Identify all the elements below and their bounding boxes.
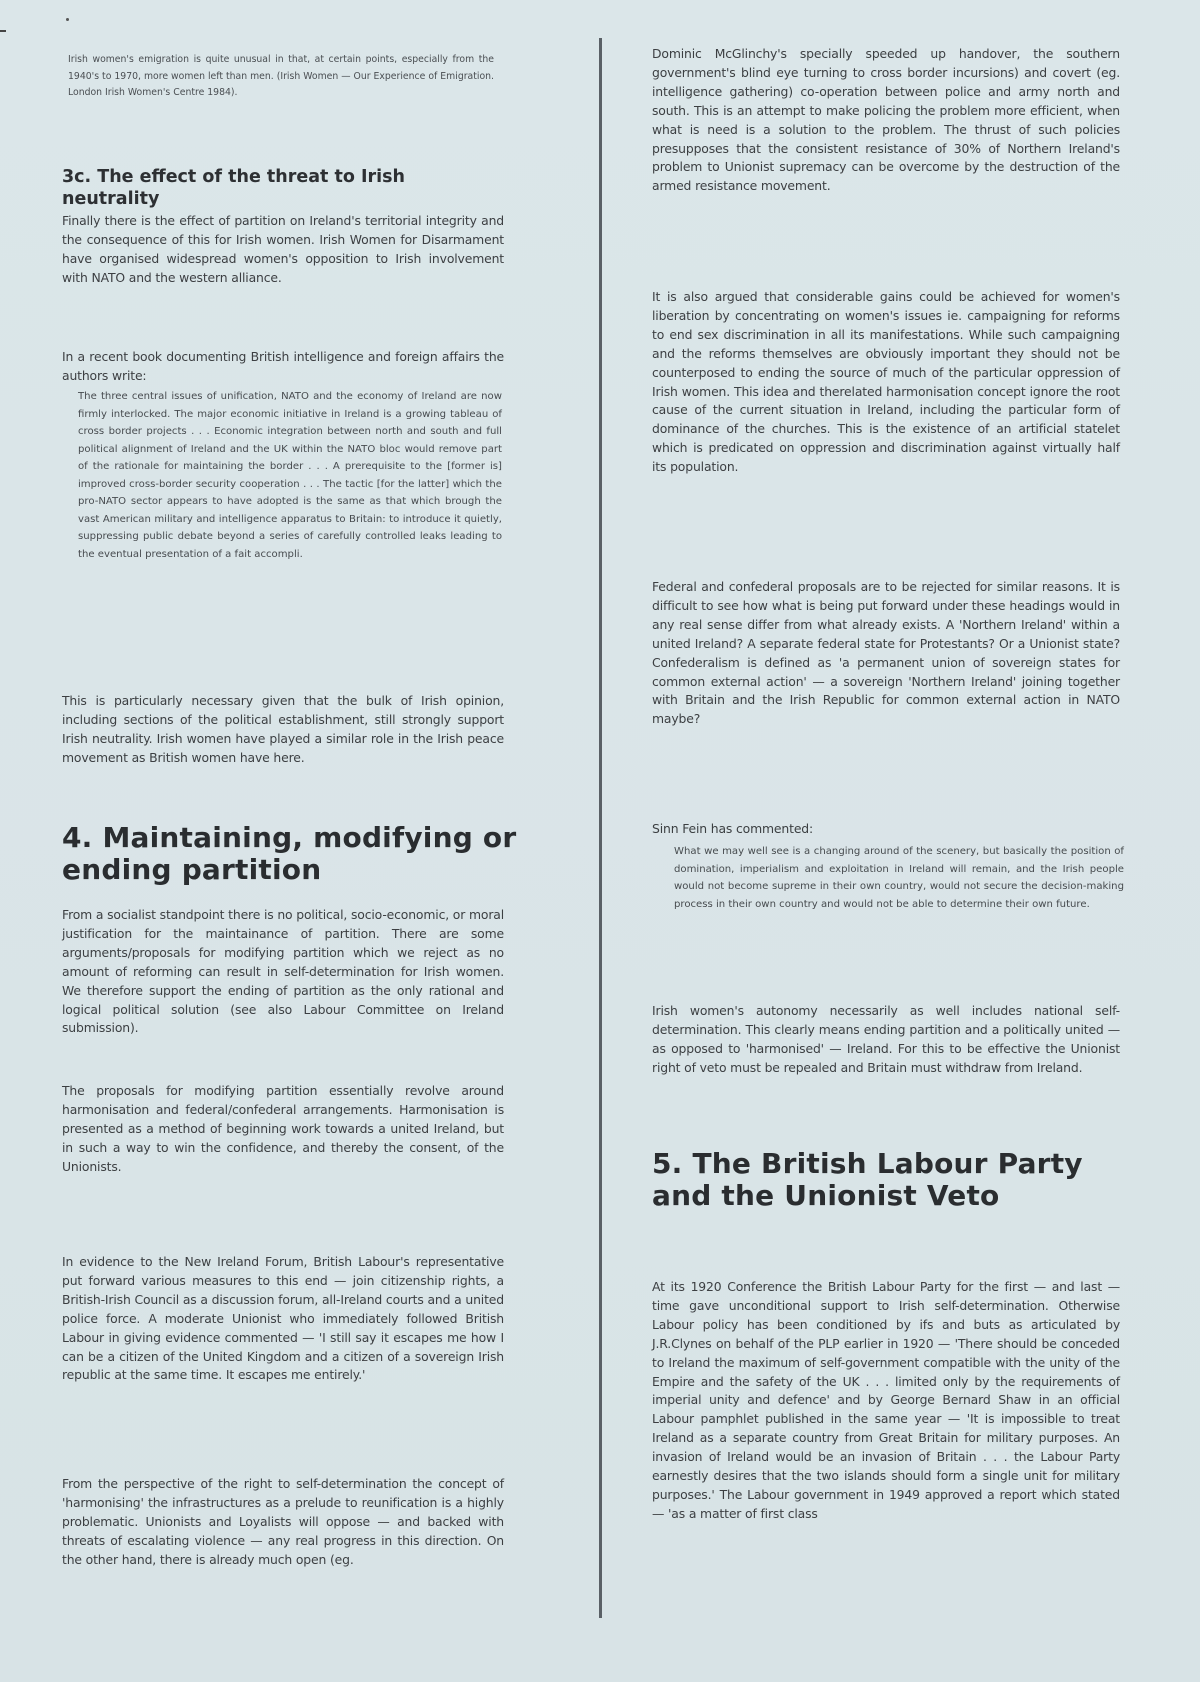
section-3c-paragraph-1: Finally there is the effect of partition on Ireland's territorial integrity and the consequence of this for Irish women. Irish Women for Disarmament have organised widespread women's opposition to Irish involvement with NATO and the western alliance. [62, 213, 504, 285]
section-5-paragraph-1: At its 1920 Conference the British Labour Party for the first — and last — time gave unconditional support to Irish self-determination. Otherwise Labour policy has been conditioned by ifs and buts as articulated by J.R.Clynes on behalf of the PLP earlier in 1920 — 'There should be conceded to Ireland the maximum of self-government compatible with the unity of the Empire and the safety of the UK . . . limited only by the requirements of imperial unity and defence' and by George Bernard Shaw in an official Labour pamphlet published in the same year — 'It is impossible to treat Ireland as a separate country from Great Britain for military purposes. An invasion of Ireland would be an invasion of Britain . . . the Labour Party earnestly desires that the two islands should form a single unit for military purposes.' The Labour government in 1949 approved a report which stated — 'as a matter of first class [652, 1279, 1120, 1521]
section-4-paragraph-2: The proposals for modifying partition essentially revolve around harmonisation and federal/confederal arrangements. Harmonisation is presented as a method of beginning work towards a united Ireland, but in such a way to win the confidence, and thereby the consent, of the Unionists. [62, 1083, 504, 1174]
right-paragraph-3: Federal and confederal proposals are to be rejected for similar reasons. It is difficult to see how what is being put forward under these headings would in any real sense differ from what already exists. A 'Northern Ireland' within a united Ireland? A separate federal state for Protestants? Or a Unionist state? Confederalism is defined as 'a permanent union of sovereign states for common external action' — a sovereign 'Northern Ireland' joining together with Britain and the Irish Republic for common external action in NATO maybe? [652, 579, 1120, 727]
right-paragraph-2: It is also argued that considerable gains could be achieved for women's liberation by concentrating on women's issues ie. campaigning for reforms to end sex discrimination in all its manifestations. While such campaigning and the reforms themselves are obviously important they should not be counterposed to ending the source of much of the particular oppression of Irish women. This idea and therelated harmonisation concept ignore the root cause of the current situation in Ireland, including the particular form of dominance of the churches. This is the existence of an artificial statelet which is predicated on oppression and discrimination against virtually half its population. [652, 289, 1120, 475]
section-5-heading: 5. The British Labour Party and the Unionist Veto [652, 1147, 1083, 1212]
block-quote-sinn-fein: What we may well see is a changing around of the scenery, but basically the position of domination, imperialism and exploitation in Ireland will remain, and the Irish people would not become supreme in their own country, would not secure the decision-making process in their own country and would not be able to determine their own future. [674, 846, 1124, 910]
section-4-heading: 4. Maintaining, modifying or ending partition [62, 821, 517, 886]
right-paragraph-5: Irish women's autonomy necessarily as well includes national self-determination. This clearly means ending partition and a politically united — as opposed to 'harmonised' — Ireland. For this to be effective the Unionist right of veto must be repealed and Britain must withdraw from Ireland. [652, 1003, 1120, 1075]
right-paragraph-4: Sinn Fein has commented: [652, 821, 814, 836]
page-speck [66, 18, 69, 21]
section-3c-paragraph-2: In a recent book documenting British intelligence and foreign affairs the authors write: [62, 349, 504, 383]
footnote: Irish women's emigration is quite unusual in that, at certain points, especially from the 1940's to 1970, more women left than men. (Irish Women — Our Experience of Emigration. London Irish Women's Centre 1984). [68, 54, 494, 99]
right-paragraph-1: Dominic McGlinchy's specially speeded up handover, the southern government's blind eye turning to cross border incursions) and covert (eg. intelligence gathering) co-operation between police and army north and south. This is an attempt to make policing the problem more efficient, when what is need is a solution to the problem. The thrust of such policies presupposes that the consistent resistance of 30% of Northern Ireland's problem to Unionist supremacy can be overcome by the destruction of the armed resistance movement. [652, 46, 1120, 194]
section-4-paragraph-3: In evidence to the New Ireland Forum, British Labour's representative put forward various measures to this end — join citizenship rights, a British-Irish Council as a discussion forum, all-Ireland courts and a united police force. A moderate Unionist who immediately followed British Labour in giving evidence commented — 'I still say it escapes me how I can be a citizen of the United Kingdom and a citizen of a sovereign Irish republic at the same time. It escapes me entirely.' [62, 1254, 504, 1383]
section-4-paragraph-1: From a socialist standpoint there is no political, socio-economic, or moral justification for the maintainance of partition. There are some arguments/proposals for modifying partition which we reject as no amount of reforming can result in self-determination for Irish women. We therefore support the ending of partition as the only rational and logical political solution (see also Labour Committee on Ireland submission). [62, 907, 505, 1036]
section-3c-heading: 3c. The effect of the threat to Irish neutrality [62, 167, 405, 209]
section-4-paragraph-4: From the perspective of the right to self-determination the concept of 'harmonising' the infrastructures as a prelude to reunification is a highly problematic. Unionists and Loyalists will oppose — and backed with threats of escalating violence — any real progress in this direction. On the other hand, there is already much open (eg. [62, 1476, 504, 1567]
column-divider [599, 38, 602, 1618]
section-3c-paragraph-3: This is particularly necessary given that the bulk of Irish opinion, including sections of the political establishment, still strongly support Irish neutrality. Irish women have played a similar role in the Irish peace movement as British women have here. [62, 693, 504, 765]
edge-mark [0, 30, 6, 32]
block-quote-intelligence: The three central issues of unification, NATO and the economy of Ireland are now firmly interlocked. The major economic initiative in Ireland is a growing tableau of cross border projects . . . Economic integration between north and south and full political alignment of Ireland and the UK within the NATO bloc would remove part of the rationale for maintaining the border . . . A prerequisite to the [former is] improved cross-border security cooperation . . . The tactic [for the latter] which the pro-NATO sector appears to have adopted is the same as that which brough the vast American military and intelligence apparatus to Britain: to introduce it quietly, suppressing public debate beyond a series of carefully controlled leaks leading to the eventual presentation of a fait accompli. [78, 391, 502, 560]
